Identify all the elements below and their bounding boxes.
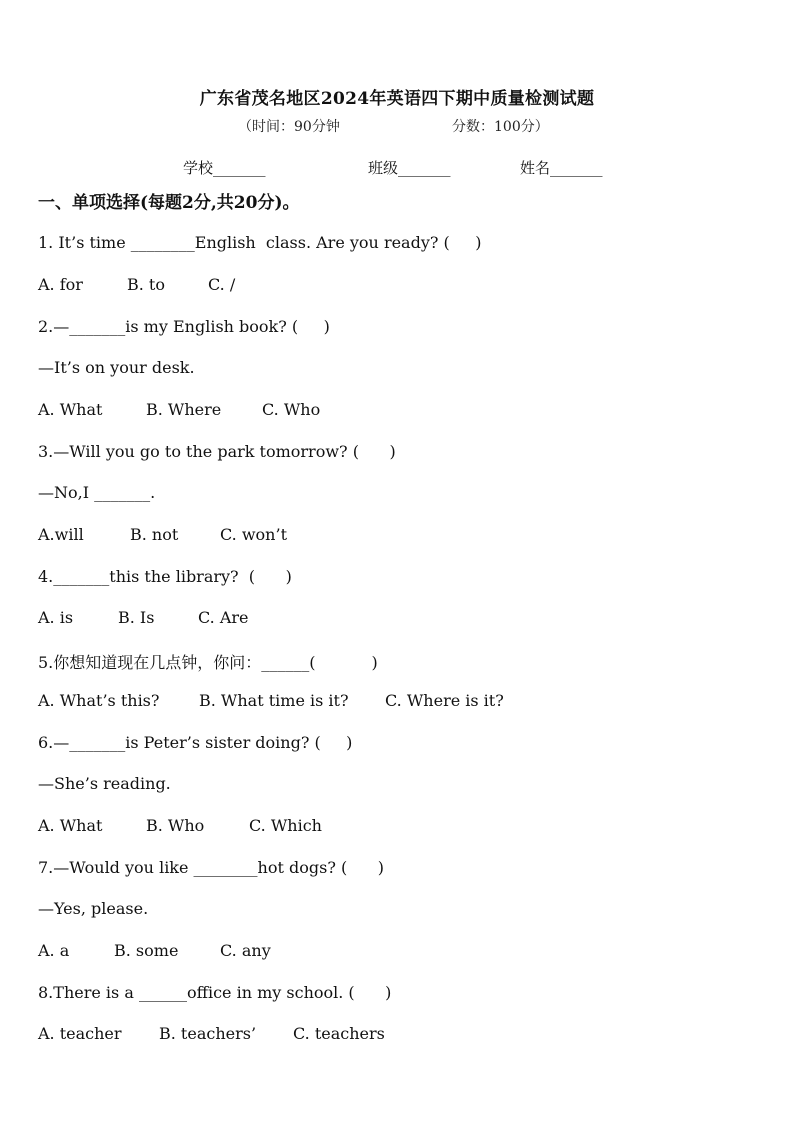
question-8-option-c: C. teachers: [293, 1024, 385, 1043]
question-5-option-a: A. What’s this?: [38, 691, 160, 710]
school-field: 学校_______: [183, 159, 266, 177]
exam-score: 分数：100分）: [452, 119, 549, 135]
question-2-option-b: B. Where: [146, 400, 222, 419]
question-2-option-c: C. Who: [262, 400, 321, 419]
question-8-stem: 8.There is a ______office in my school. ( ): [38, 983, 392, 1002]
question-6-option-c: C. Which: [249, 816, 322, 835]
question-4-option-c: C. Are: [198, 608, 249, 627]
question-3-option-a: A.will: [38, 525, 84, 544]
class-field: 班级_______: [368, 159, 451, 177]
question-5-stem: 5.你想知道现在几点钟，你问：______( ): [38, 653, 378, 672]
question-1-option-a: A. for: [38, 275, 83, 294]
section-heading: 一、单项选择(每题2分,共20分)。: [38, 193, 300, 213]
question-4-option-b: B. Is: [118, 608, 155, 627]
name-field: 姓名_______: [520, 159, 603, 177]
exam-title: 广东省茂名地区2024年英语四下期中质量检测试题: [199, 89, 595, 109]
question-8-option-a: A. teacher: [38, 1024, 122, 1043]
question-3-option-c: C. won’t: [220, 525, 287, 544]
question-4-stem: 4._______this the library? ( ): [38, 567, 292, 586]
question-5-option-b: B. What time is it?: [199, 691, 349, 710]
question-8-option-b: B. teachers’: [159, 1024, 257, 1043]
question-2-option-a: A. What: [38, 400, 103, 419]
question-6-option-a: A. What: [38, 816, 103, 835]
question-2-answer: —It’s on your desk.: [38, 358, 195, 377]
question-7-answer: —Yes, please.: [38, 899, 149, 918]
question-1-option-c: C. /: [208, 275, 236, 294]
question-2-stem: 2.—_______is my English book? ( ): [38, 317, 330, 336]
question-3-stem: 3.—Will you go to the park tomorrow? ( ): [38, 442, 396, 461]
question-3-option-b: B. not: [130, 525, 179, 544]
question-7-stem: 7.—Would you like ________hot dogs? ( ): [38, 858, 384, 877]
question-4-option-a: A. is: [38, 608, 74, 627]
question-1-option-b: B. to: [127, 275, 165, 294]
question-7-option-b: B. some: [114, 941, 179, 960]
question-3-answer: —No,I _______.: [38, 483, 156, 502]
question-7-option-a: A. a: [38, 941, 70, 960]
question-7-option-c: C. any: [220, 941, 271, 960]
question-5-option-c: C. Where is it?: [385, 691, 504, 710]
question-6-answer: —She’s reading.: [38, 774, 171, 793]
question-6-option-b: B. Who: [146, 816, 205, 835]
exam-time: （时间：90分钟: [238, 119, 340, 135]
question-6-stem: 6.—_______is Peter’s sister doing? ( ): [38, 733, 353, 752]
question-1-stem: 1. It’s time ________English class. Are you ready? ( ): [38, 233, 482, 252]
